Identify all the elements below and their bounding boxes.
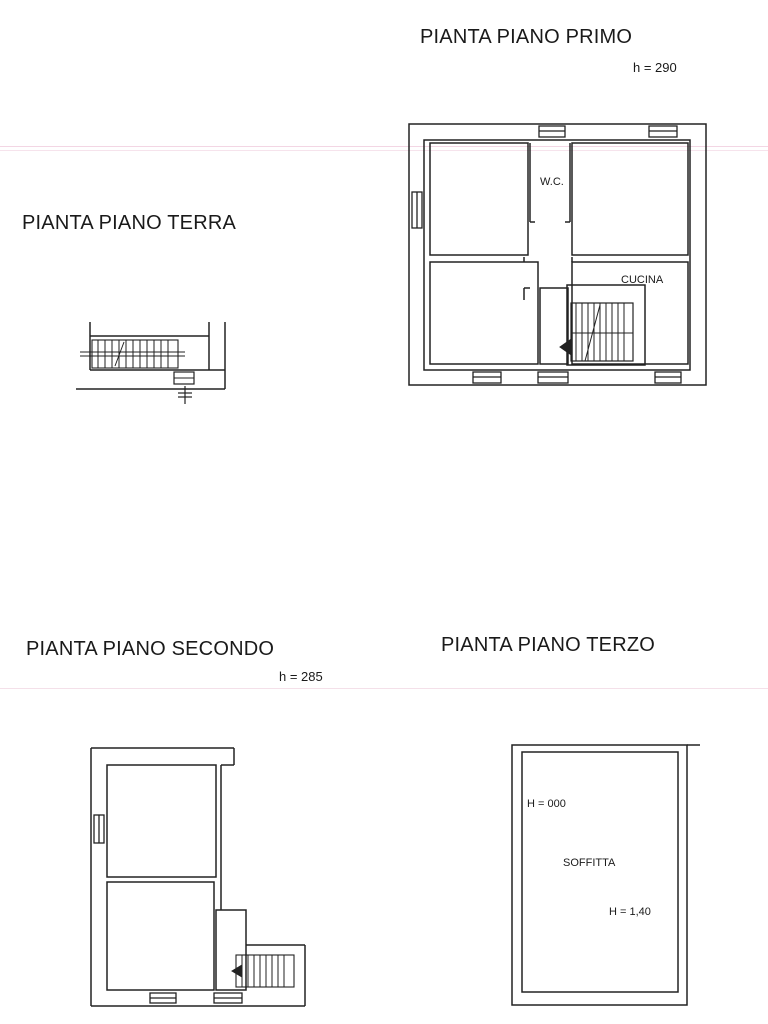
room-label-wc: W.C. (540, 176, 564, 188)
plan-primo (409, 124, 706, 385)
room-label-soffitta: SOFFITTA (563, 857, 616, 869)
height-label-terzo-max: H = 1,40 (609, 906, 651, 918)
terzo-room-soffitta (522, 752, 678, 992)
height-label-secondo: h = 285 (279, 669, 323, 684)
secondo-room-top (107, 765, 216, 877)
plan-title-secondo: PIANTA PIANO SECONDO (26, 638, 275, 660)
plan-title-terra: PIANTA PIANO TERRA (22, 212, 237, 234)
room-label-cucina: CUCINA (621, 274, 664, 286)
primo-room-top-right (572, 143, 688, 255)
height-label-primo: h = 290 (633, 60, 677, 75)
plan-terra (76, 322, 225, 404)
plan-title-terzo: PIANTA PIANO TERZO (441, 634, 656, 656)
terzo-outer-wall (512, 745, 687, 1005)
plan-terzo (512, 745, 700, 1005)
primo-room-bottom-left (430, 262, 538, 364)
primo-room-top-left (430, 143, 528, 255)
secondo-room-bottom (107, 882, 214, 990)
plan-title-primo: PIANTA PIANO PRIMO (420, 26, 633, 48)
plan-secondo (91, 748, 305, 1006)
height-label-terzo-min: H = 000 (527, 798, 566, 810)
